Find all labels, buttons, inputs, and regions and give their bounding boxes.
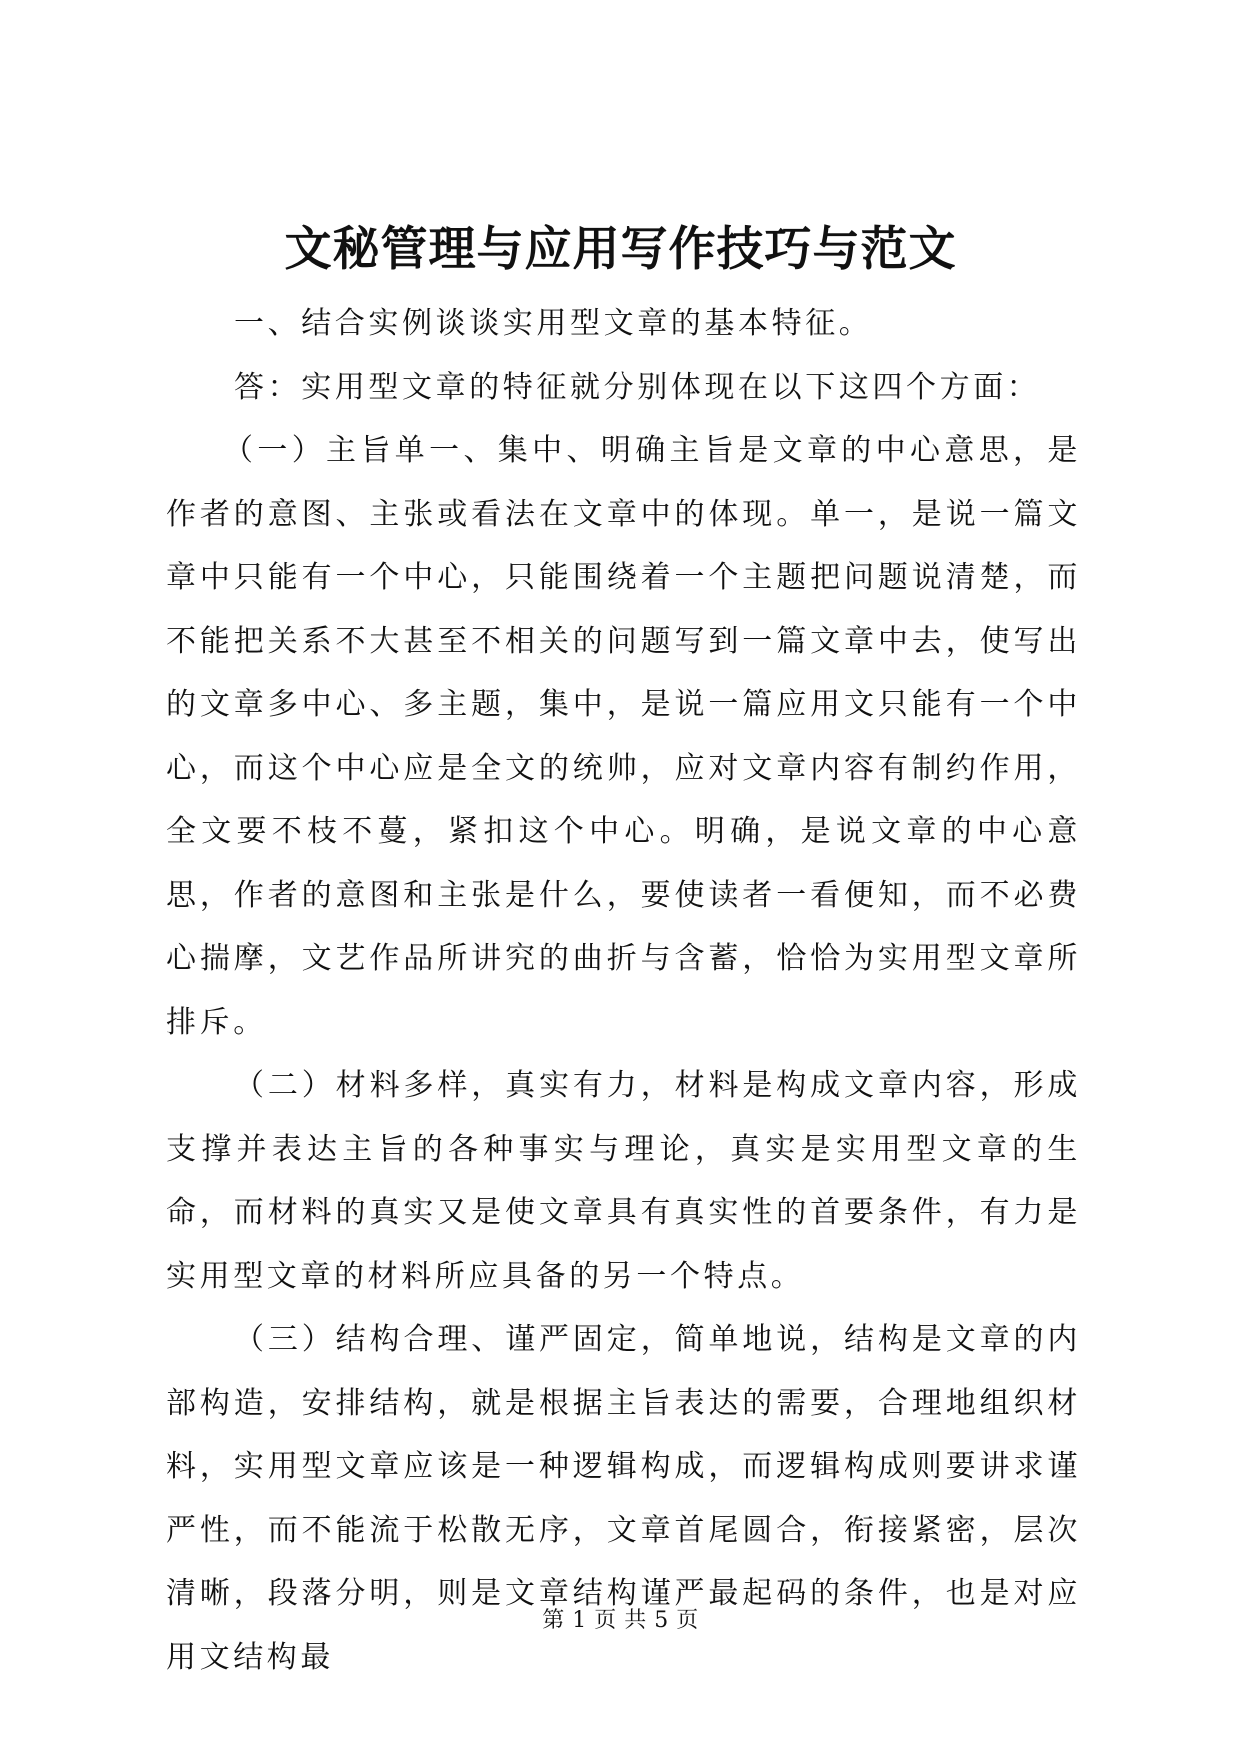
paragraph-question: 一、结合实例谈谈实用型文章的基本特征。: [234, 306, 873, 341]
document-body: [166, 292, 1081, 1689]
document-title: 文秘管理与应用写作技巧与范文: [284, 222, 957, 277]
paragraph-point-one: （一）主旨单一、集中、明确主旨是文章的中心意思，是作者的意图、主张或看法在文章中的体现。单一，是说一篇文章中只能有一个中心，只能围绕着一个主题把问题说清楚，而不能把关系不大甚至不相关的问题写到一篇文章中去，使写出的文章多中心、多主题，集中，是说一篇应用文只能有一个中心，而这个中心应是全文的统帅，应对文章内容有制约作用，全文要不枝不蔓，紧扣这个中心。明确，是说文章的中心意思，作者的意图和主张是什么，要使读者一看便知，而不必费心揣摩，文艺作品所讲究的曲折与含蓄，恰恰为实用型文章所排斥。: [166, 433, 1081, 1040]
page-footer: 第 1 页 共 5 页: [542, 1608, 699, 1633]
paragraph-point-two: （二）材料多样，真实有力，材料是构成文章内容，形成支撑并表达主旨的各种事实与理论，真实是实用型文章的生命，而材料的真实又是使文章具有真实性的首要条件，有力是实用型文章的材料所应具备的另一个特点。: [166, 1068, 1081, 1294]
paragraph-point-three: （三）结构合理、谨严固定，简单地说，结构是文章的内部构造，安排结构，就是根据主旨表达的需要，合理地组织材料，实用型文章应该是一种逻辑构成，而逻辑构成则要讲求谨严性，而不能流于松散无序，文章首尾圆合，衔接紧密，层次清晰，段落分明，则是文章结构谨严最起码的条件，也是对应用文结构最: [166, 1322, 1081, 1675]
paragraph-answer-intro: 答：实用型文章的特征就分别体现在以下这四个方面：: [234, 369, 1041, 405]
